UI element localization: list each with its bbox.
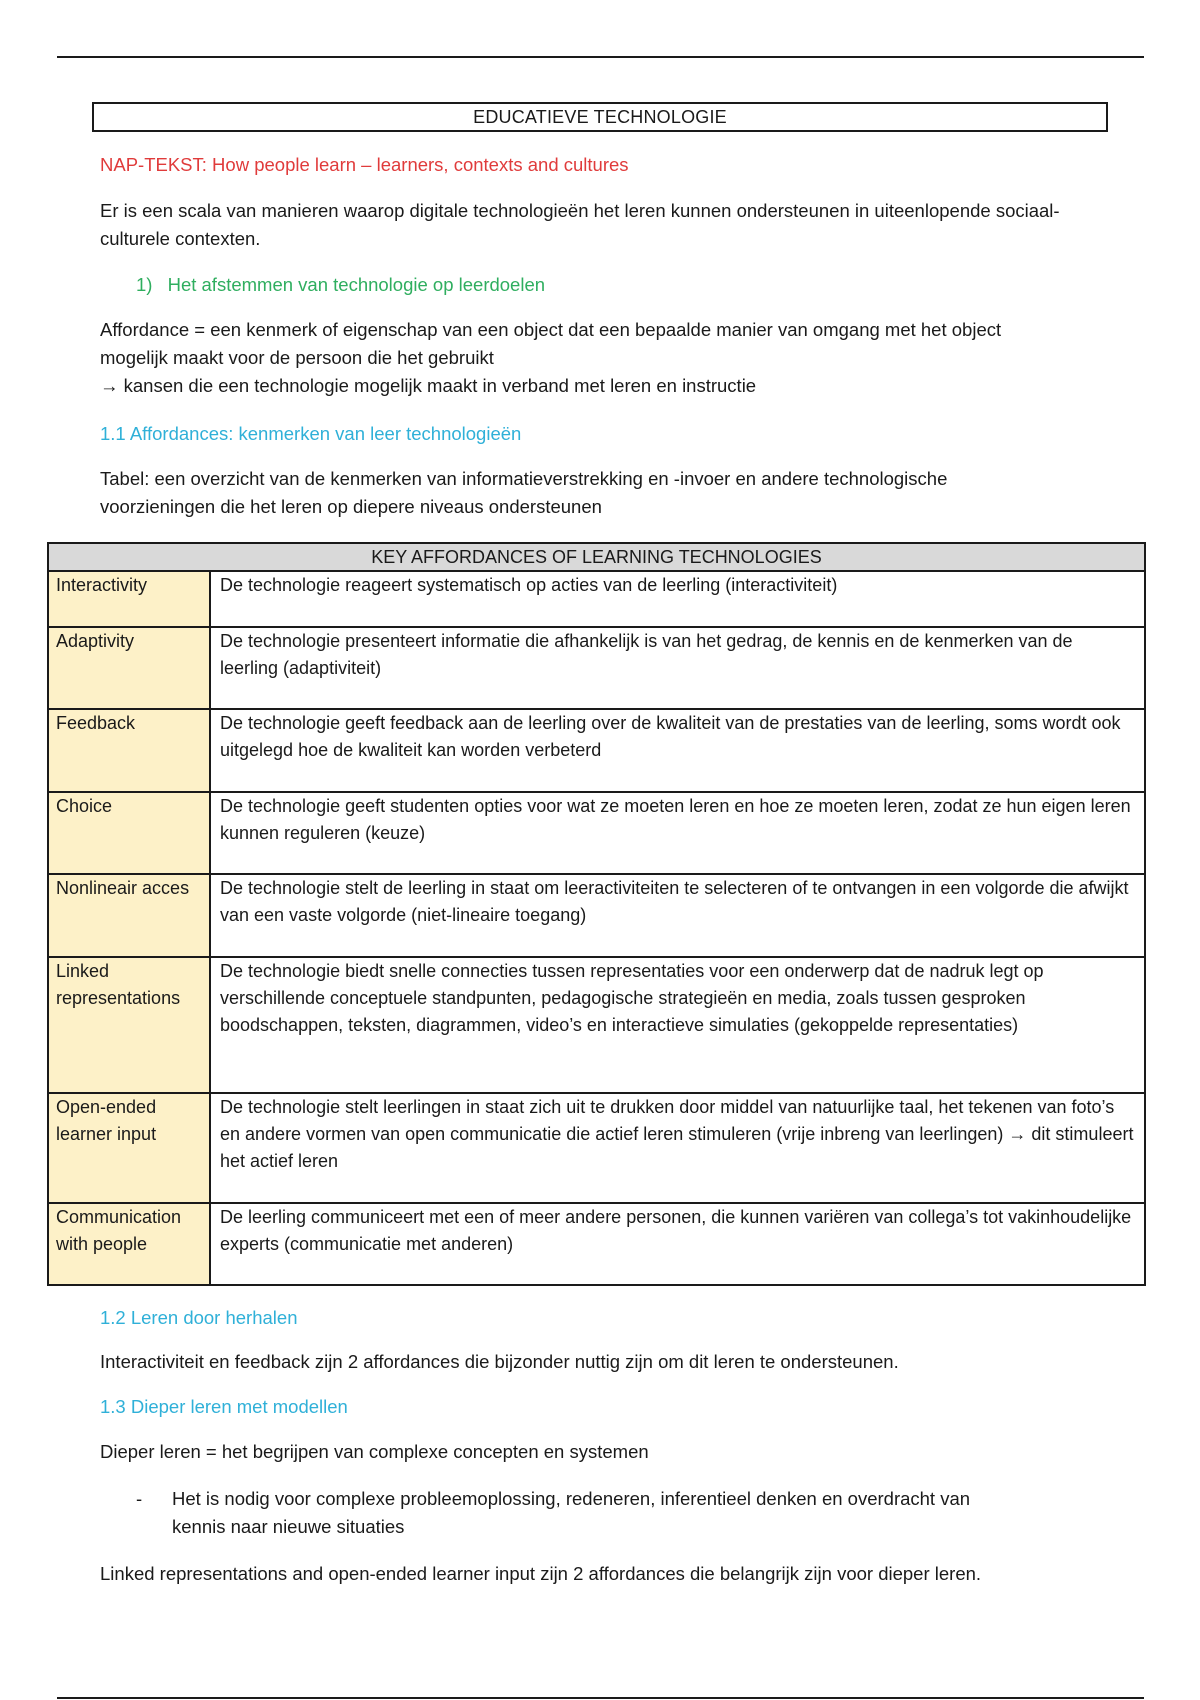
affordance-term: Open-ended learner input <box>48 1093 210 1203</box>
bullet-marker: - <box>136 1488 143 1509</box>
document-title-text: EDUCATIEVE TECHNOLOGIE <box>473 106 727 127</box>
affordance-description: De technologie reageert systematisch op acties van de leerling (interactiviteit) <box>210 571 1145 627</box>
subsection-1-3-heading: 1.3 Dieper leren met modellen <box>100 1396 348 1417</box>
affordance-description: De technologie stelt de leerling in staat om leeractiviteiten te selecteren of te ontvangen in een volgorde die afwijkt van een vaste volgorde (niet-lineaire toegang) <box>210 874 1145 957</box>
intro-paragraph: Er is een scala van manieren waarop digitale technologieën het leren kunnen ondersteunen in uiteenlopende sociaal-culturele contexten. <box>100 200 1060 249</box>
subsection-1-3-definition: Dieper leren = het begrijpen van complexe concepten en systemen <box>100 1441 649 1462</box>
affordance-definition <box>100 316 1100 400</box>
table-row <box>48 1203 1145 1285</box>
affordance-term: Linked representations <box>48 957 210 1093</box>
affordance-description: De technologie geeft feedback aan de leerling over de kwaliteit van de prestaties van de leerling, soms wordt ook uitgelegd hoe de kwaliteit kan worden verbeterd <box>210 709 1145 792</box>
subsection-1-2-text: Interactiviteit en feedback zijn 2 affordances die bijzonder nuttig zijn om dit leren te ondersteunen. <box>100 1351 899 1372</box>
nap-tekst-heading: NAP-TEKST: How people learn – learners, contexts and cultures <box>100 154 629 175</box>
table-row <box>48 571 1145 627</box>
affordance-description: De technologie biedt snelle connecties tussen representaties voor een onderwerp dat de nadruk legt op verschillende conceptuele standpunten, pedagogische strategieën en media, zoals tussen gesproken boodschappen, teksten, diagrammen, video’s en interactieve simulaties (gekoppelde representaties) <box>210 957 1145 1093</box>
document-title <box>92 102 1108 132</box>
section-1-number: 1) <box>136 274 153 295</box>
affordance-description: De technologie presenteert informatie die afhankelijk is van het gedrag, de kennis en de kenmerken van de leerling (adaptiviteit) <box>210 627 1145 709</box>
table-row <box>48 957 1145 1093</box>
table-intro <box>100 465 1100 521</box>
table-intro-line: Tabel: een overzicht van de kenmerken van informatieverstrekking en -invoer en andere technologische <box>100 468 948 489</box>
affordance-term: Communication with people <box>48 1203 210 1285</box>
affordance-term: Nonlineair acces <box>48 874 210 957</box>
affordance-description: De technologie geeft studenten opties voor wat ze moeten leren en hoe ze moeten leren, zodat ze hun eigen leren kunnen reguleren (keuze) <box>210 792 1145 874</box>
affordance-term: Interactivity <box>48 571 210 627</box>
subsection-1-2-heading: 1.2 Leren door herhalen <box>100 1307 298 1328</box>
affordance-definition-arrow-line: → kansen die een technologie mogelijk maakt in verband met leren en instructie <box>100 375 757 396</box>
section-1-heading <box>136 271 1136 299</box>
footer-rule <box>57 1697 1144 1699</box>
subsection-1-1-heading: 1.1 Affordances: kenmerken van leer technologieën <box>100 423 522 444</box>
section-1-title: Het afstemmen van technologie op leerdoelen <box>167 274 546 295</box>
affordance-description: De technologie stelt leerlingen in staat zich uit te drukken door middel van natuurlijke taal, het tekenen van foto’s en andere vormen van open communicatie die actief leren stimuleren (vrije inbreng van leerlingen) → dit stimuleert het actief leren <box>210 1093 1145 1203</box>
affordance-definition-line: Affordance = een kenmerk of eigenschap van een object dat een bepaalde manier van omgang met het object <box>100 319 1002 340</box>
affordance-term: Adaptivity <box>48 627 210 709</box>
affordance-term: Choice <box>48 792 210 874</box>
bullet-item-line: kennis naar nieuwe situaties <box>172 1516 405 1537</box>
closing-paragraph: Linked representations and open-ended learner input zijn 2 affordances die belangrijk zijn voor dieper leren. <box>100 1563 982 1584</box>
table-row <box>48 627 1145 709</box>
table-header-row <box>48 543 1145 571</box>
bullet-item-line: Het is nodig voor complexe probleemoplossing, redeneren, inferentieel denken en overdracht van <box>172 1488 971 1509</box>
affordance-description: De leerling communiceert met een of meer andere personen, die kunnen variëren van collega’s tot vakinhoudelijke experts (communicatie met anderen) <box>210 1203 1145 1285</box>
table-row <box>48 1093 1145 1203</box>
table-row <box>48 874 1145 957</box>
affordance-term: Feedback <box>48 709 210 792</box>
table-intro-line: voorzieningen die het leren op diepere niveaus ondersteunen <box>100 496 602 517</box>
affordance-definition-line: mogelijk maakt voor de persoon die het gebruikt <box>100 347 494 368</box>
table-row <box>48 709 1145 792</box>
affordances-table <box>47 542 1146 1286</box>
table-row <box>48 792 1145 874</box>
bullet-item <box>172 1485 1092 1541</box>
table-header: KEY AFFORDANCES OF LEARNING TECHNOLOGIES <box>48 543 1145 571</box>
header-rule <box>57 56 1144 58</box>
